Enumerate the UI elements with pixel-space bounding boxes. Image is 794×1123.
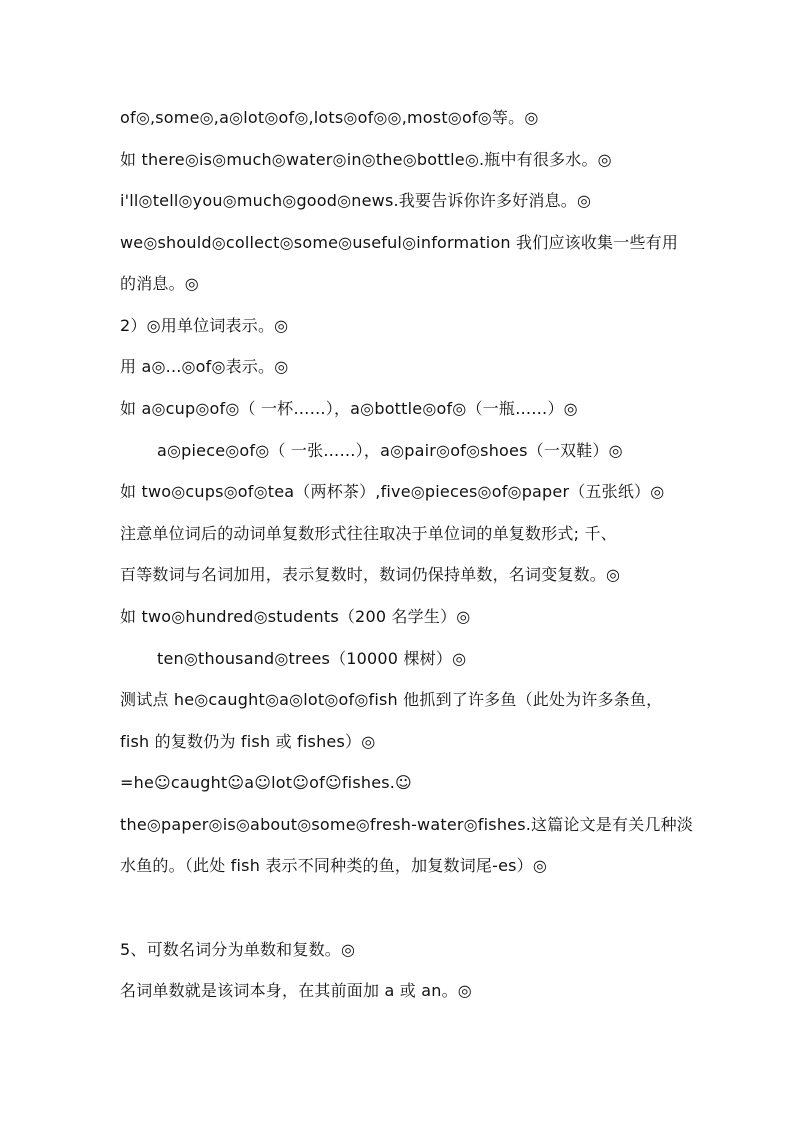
text-line: =he☺caught☺a☺lot☺of☺fishes.☺: [120, 773, 412, 792]
example-line: a◎piece◎of◎（ 一张……），a◎pair◎of◎shoes（一双鞋）◎: [157, 441, 623, 460]
text-line: we◎should◎collect◎some◎useful◎information 我们应该收集一些有用: [120, 233, 679, 252]
text-line: of◎,some◎,a◎lot◎of◎,lots◎of◎◎,most◎of◎等。◎: [120, 108, 539, 127]
text-line: 水鱼的。（此处 fish 表示不同种类的鱼，加复数词尾-es）◎: [120, 856, 548, 875]
section-heading: 5、可数名词分为单数和复数。◎: [120, 940, 356, 959]
note-line: 百等数词与名词加用，表示复数时，数词仍保持单数，名词变复数。◎: [120, 565, 621, 584]
example-line: ten◎thousand◎trees（10000 棵树）◎: [157, 649, 467, 668]
text-line: 如 there◎is◎much◎water◎in◎the◎bottle◎.瓶中有很多水。◎: [120, 150, 612, 169]
text-line: i'll◎tell◎you◎much◎good◎news.我要告诉你许多好消息。◎: [120, 191, 592, 210]
note-line: 注意单位词后的动词单复数形式往往取决于单位词的单复数形式; 千、: [120, 524, 617, 543]
example-line: 如 two◎cups◎of◎tea（两杯茶）,five◎pieces◎of◎paper（五张纸）◎: [120, 482, 665, 501]
text-line: 用 a◎...◎of◎表示。◎: [120, 357, 289, 376]
test-point-line: fish 的复数仍为 fish 或 fishes）◎: [120, 732, 376, 751]
text-line: 名词单数就是该词本身，在其前面加 a 或 an。◎: [120, 981, 472, 1000]
example-line: 如 a◎cup◎of◎（ 一杯……），a◎bottle◎of◎（一瓶……）◎: [120, 399, 578, 418]
text-line: 的消息。◎: [120, 274, 199, 293]
example-line: 如 two◎hundred◎students（200 名学生）◎: [120, 607, 471, 626]
section-heading: 2）◎用单位词表示。◎: [120, 316, 289, 335]
text-line: the◎paper◎is◎about◎some◎fresh-water◎fishes.这篇论文是有关几种淡: [120, 815, 694, 834]
test-point-line: 测试点 he◎caught◎a◎lot◎of◎fish 他抓到了许多鱼（此处为许多条鱼，: [120, 690, 663, 709]
